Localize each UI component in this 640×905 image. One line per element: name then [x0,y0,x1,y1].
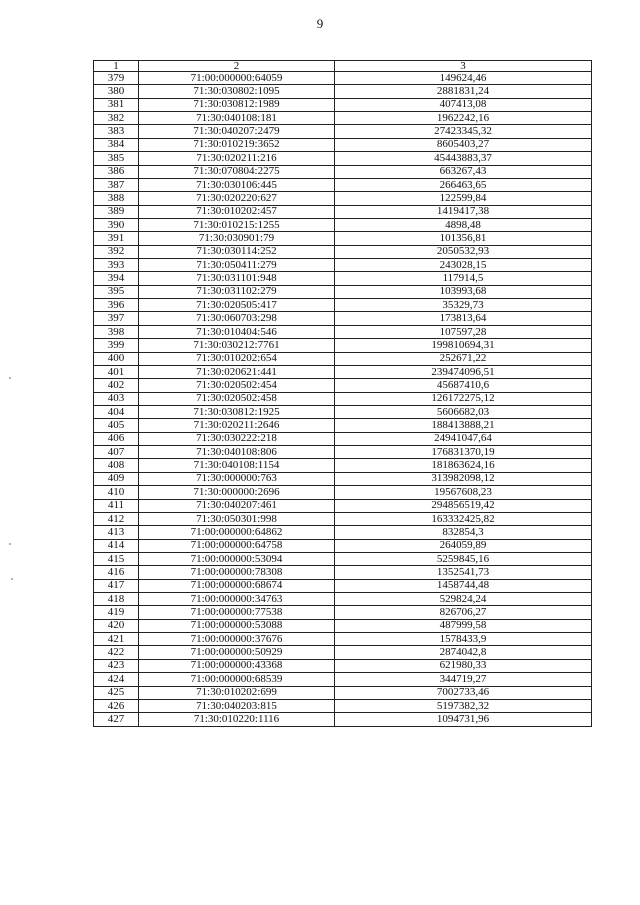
column-header-3: 3 [335,61,592,72]
cadastral-number-cell: 71:00:000000:68539 [139,673,335,686]
column-header-2: 2 [139,61,335,72]
table-row [94,138,592,151]
table-row [94,245,592,258]
value-cell: 1094731,96 [335,713,592,726]
value-cell: 1352541,73 [335,566,592,579]
page-number: 9 [316,16,324,31]
row-number-cell: 425 [94,686,139,699]
cadastral-number-cell: 71:00:000000:53094 [139,552,335,565]
cadastral-number-cell: 71:30:020211:2646 [139,419,335,432]
value-cell: 27423345,32 [335,125,592,138]
cadastral-number-cell: 71:30:050411:279 [139,259,335,272]
cadastral-number-cell: 71:00:000000:50929 [139,646,335,659]
cadastral-number-cell: 71:30:030212:7761 [139,339,335,352]
row-number-cell: 387 [94,178,139,191]
table-row [94,673,592,686]
scan-speck [9,377,11,379]
row-number-cell: 412 [94,512,139,525]
cadastral-number-cell: 71:30:070804:2275 [139,165,335,178]
table-row [94,125,592,138]
row-number-cell: 389 [94,205,139,218]
value-cell: 5197382,32 [335,699,592,712]
row-number-cell: 413 [94,526,139,539]
table-row [94,593,592,606]
table-row [94,165,592,178]
row-number-cell: 427 [94,713,139,726]
table-row [94,312,592,325]
value-cell: 45687410,6 [335,379,592,392]
table-row [94,205,592,218]
row-number-cell: 422 [94,646,139,659]
row-number-cell: 394 [94,272,139,285]
cadastral-number-cell: 71:30:040207:461 [139,499,335,512]
row-number-cell: 391 [94,232,139,245]
table-row [94,339,592,352]
value-cell: 8605403,27 [335,138,592,151]
table-row [94,178,592,191]
cadastral-number-cell: 71:30:010202:457 [139,205,335,218]
table-row [94,713,592,726]
row-number-cell: 385 [94,152,139,165]
cadastral-number-cell: 71:00:000000:34763 [139,593,335,606]
cadastral-number-cell: 71:30:030114:252 [139,245,335,258]
cadastral-number-cell: 71:30:030222:218 [139,432,335,445]
cadastral-number-cell: 71:30:040108:1154 [139,459,335,472]
cadastral-number-cell: 71:00:000000:64758 [139,539,335,552]
row-number-cell: 404 [94,405,139,418]
value-cell: 181863624,16 [335,459,592,472]
row-number-cell: 423 [94,659,139,672]
value-cell: 2881831,24 [335,85,592,98]
value-cell: 176831370,19 [335,446,592,459]
value-cell: 173813,64 [335,312,592,325]
cadastral-number-cell: 71:30:030802:1095 [139,85,335,98]
table-row [94,218,592,231]
value-cell: 344719,27 [335,673,592,686]
row-number-cell: 406 [94,432,139,445]
cadastral-number-cell: 71:00:000000:78308 [139,566,335,579]
row-number-cell: 395 [94,285,139,298]
table-row [94,259,592,272]
table-row [94,285,592,298]
value-cell: 126172275,12 [335,392,592,405]
value-cell: 529824,24 [335,593,592,606]
row-number-cell: 393 [94,259,139,272]
value-cell: 103993,68 [335,285,592,298]
row-number-cell: 417 [94,579,139,592]
table-row [94,419,592,432]
cadastral-number-cell: 71:00:000000:43368 [139,659,335,672]
table-row [94,365,592,378]
value-cell: 1962242,16 [335,112,592,125]
table-row [94,606,592,619]
row-number-cell: 418 [94,593,139,606]
row-number-cell: 415 [94,552,139,565]
table-row [94,699,592,712]
cadastral-number-cell: 71:30:020505:417 [139,299,335,312]
cadastral-number-cell: 71:30:010215:1255 [139,218,335,231]
scan-speck [9,543,11,545]
table-row [94,539,592,552]
table-row [94,112,592,125]
value-cell: 407413,08 [335,98,592,111]
value-cell: 35329,73 [335,299,592,312]
row-number-cell: 390 [94,218,139,231]
table-row [94,232,592,245]
value-cell: 1458744,48 [335,579,592,592]
table-row [94,472,592,485]
row-number-cell: 386 [94,165,139,178]
table-row [94,392,592,405]
table-row [94,325,592,338]
table-row [94,405,592,418]
cadastral-number-cell: 71:00:000000:68674 [139,579,335,592]
row-number-cell: 416 [94,566,139,579]
cadastral-number-cell: 71:30:010219:3652 [139,138,335,151]
value-cell: 1419417,38 [335,205,592,218]
row-number-cell: 397 [94,312,139,325]
value-cell: 2050532,93 [335,245,592,258]
value-cell: 2874042,8 [335,646,592,659]
cadastral-number-cell: 71:30:050301:998 [139,512,335,525]
value-cell: 5606682,03 [335,405,592,418]
value-cell: 621980,33 [335,659,592,672]
cadastral-number-cell: 71:00:000000:37676 [139,633,335,646]
row-number-cell: 407 [94,446,139,459]
row-number-cell: 379 [94,72,139,85]
row-number-cell: 388 [94,192,139,205]
cadastral-number-cell: 71:30:031102:279 [139,285,335,298]
cadastral-number-cell: 71:30:030901:79 [139,232,335,245]
value-cell: 4898,48 [335,218,592,231]
row-number-cell: 405 [94,419,139,432]
row-number-cell: 424 [94,673,139,686]
cadastral-number-cell: 71:30:000000:2696 [139,486,335,499]
row-number-cell: 408 [94,459,139,472]
column-header-1: 1 [94,61,139,72]
table-row [94,459,592,472]
value-cell: 101356,81 [335,232,592,245]
value-cell: 243028,15 [335,259,592,272]
row-number-cell: 380 [94,85,139,98]
table-row [94,352,592,365]
cadastral-number-cell: 71:00:000000:77538 [139,606,335,619]
row-number-cell: 402 [94,379,139,392]
cadastral-number-cell: 71:30:020502:458 [139,392,335,405]
table-row [94,552,592,565]
value-cell: 149624,46 [335,72,592,85]
row-number-cell: 383 [94,125,139,138]
row-number-cell: 420 [94,619,139,632]
value-cell: 5259845,16 [335,552,592,565]
data-table [93,60,592,727]
value-cell: 266463,65 [335,178,592,191]
value-cell: 19567608,23 [335,486,592,499]
row-number-cell: 426 [94,699,139,712]
table-row [94,85,592,98]
row-number-cell: 381 [94,98,139,111]
cadastral-number-cell: 71:30:031101:948 [139,272,335,285]
row-number-cell: 398 [94,325,139,338]
value-cell: 663267,43 [335,165,592,178]
cadastral-number-cell: 71:30:030812:1989 [139,98,335,111]
table-row [94,579,592,592]
row-number-cell: 384 [94,138,139,151]
value-cell: 163332425,82 [335,512,592,525]
row-number-cell: 399 [94,339,139,352]
value-cell: 239474096,51 [335,365,592,378]
scan-speck [11,578,13,580]
row-number-cell: 401 [94,365,139,378]
row-number-cell: 421 [94,633,139,646]
cadastral-number-cell: 71:30:030106:445 [139,178,335,191]
row-number-cell: 419 [94,606,139,619]
cadastral-number-cell: 71:30:010202:699 [139,686,335,699]
cadastral-number-cell: 71:30:020211:216 [139,152,335,165]
table-row [94,512,592,525]
table-row [94,72,592,85]
value-cell: 7002733,46 [335,686,592,699]
table-row [94,619,592,632]
table-row [94,379,592,392]
value-cell: 199810694,31 [335,339,592,352]
cadastral-number-cell: 71:30:030812:1925 [139,405,335,418]
value-cell: 24941047,64 [335,432,592,445]
table-row [94,486,592,499]
value-cell: 1578433,9 [335,633,592,646]
table-row [94,152,592,165]
row-number-cell: 414 [94,539,139,552]
cadastral-number-cell: 71:30:040203:815 [139,699,335,712]
value-cell: 188413888,21 [335,419,592,432]
table-row [94,98,592,111]
table-header-row [94,61,592,72]
cadastral-number-cell: 71:30:020502:454 [139,379,335,392]
row-number-cell: 392 [94,245,139,258]
row-number-cell: 403 [94,392,139,405]
cadastral-number-cell: 71:00:000000:64059 [139,72,335,85]
table-row [94,272,592,285]
cadastral-number-cell: 71:00:000000:64862 [139,526,335,539]
table-row [94,499,592,512]
value-cell: 313982098,12 [335,472,592,485]
value-cell: 294856519,42 [335,499,592,512]
value-cell: 487999,58 [335,619,592,632]
table-row [94,646,592,659]
table-row [94,446,592,459]
cadastral-number-cell: 71:30:000000:763 [139,472,335,485]
cadastral-number-cell: 71:30:020621:441 [139,365,335,378]
row-number-cell: 396 [94,299,139,312]
value-cell: 264059,89 [335,539,592,552]
table-row [94,299,592,312]
table-row [94,566,592,579]
cadastral-number-cell: 71:30:040108:806 [139,446,335,459]
value-cell: 107597,28 [335,325,592,338]
row-number-cell: 409 [94,472,139,485]
row-number-cell: 411 [94,499,139,512]
value-cell: 252671,22 [335,352,592,365]
cadastral-number-cell: 71:30:040108:181 [139,112,335,125]
value-cell: 122599,84 [335,192,592,205]
table-body [94,72,592,727]
value-cell: 45443883,37 [335,152,592,165]
cadastral-number-cell: 71:00:000000:53088 [139,619,335,632]
value-cell: 117914,5 [335,272,592,285]
row-number-cell: 382 [94,112,139,125]
row-number-cell: 400 [94,352,139,365]
value-cell: 826706,27 [335,606,592,619]
cadastral-number-cell: 71:30:020220:627 [139,192,335,205]
cadastral-number-cell: 71:30:040207:2479 [139,125,335,138]
table-row [94,432,592,445]
cadastral-number-cell: 71:30:010202:654 [139,352,335,365]
cadastral-number-cell: 71:30:010404:546 [139,325,335,338]
table-row [94,192,592,205]
cadastral-number-cell: 71:30:060703:298 [139,312,335,325]
table-row [94,686,592,699]
cadastral-number-cell: 71:30:010220:1116 [139,713,335,726]
value-cell: 832854,3 [335,526,592,539]
row-number-cell: 410 [94,486,139,499]
table-row [94,633,592,646]
table-row [94,659,592,672]
table-row [94,526,592,539]
